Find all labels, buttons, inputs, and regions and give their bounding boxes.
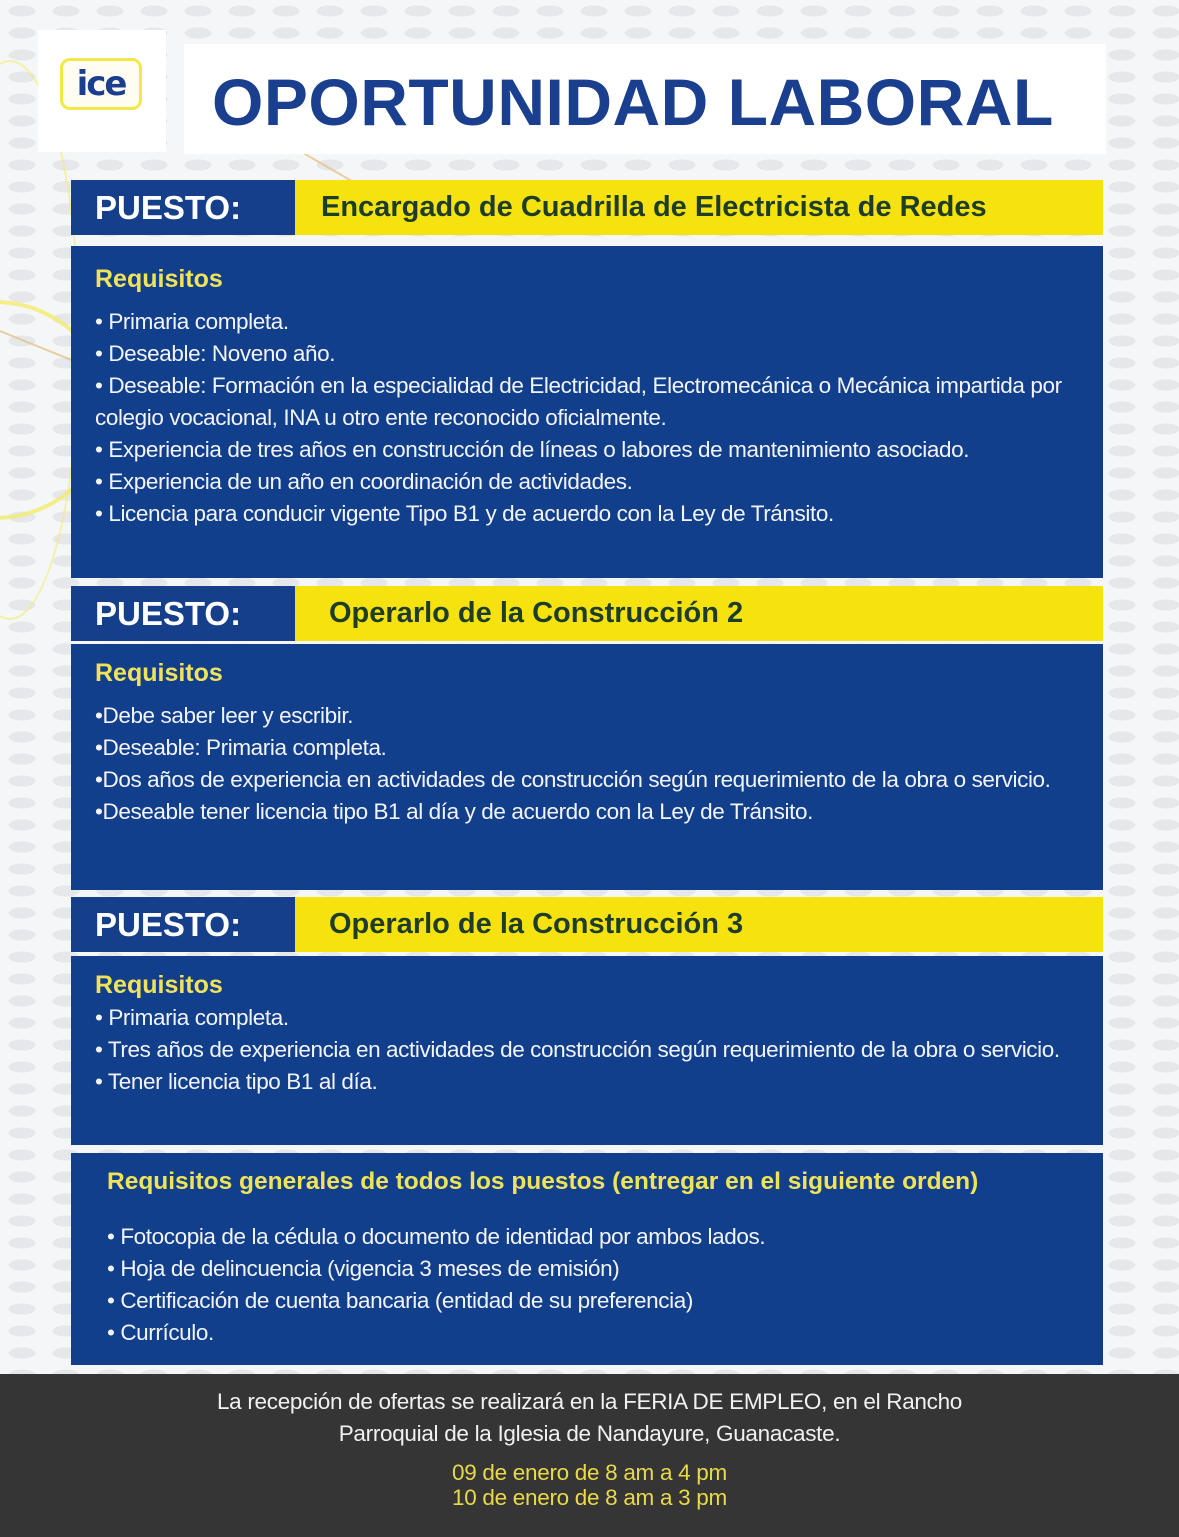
location-text bbox=[0, 1386, 1179, 1450]
position-requirements-2 bbox=[71, 644, 1103, 890]
requirement-item: • Primaria completa. bbox=[95, 309, 289, 334]
requirements-list bbox=[95, 700, 1089, 828]
requirement-item: •Deseable tener licencia tipo B1 al día y de acuerdo con la Ley de Tránsito. bbox=[95, 799, 813, 824]
event-dates bbox=[0, 1460, 1179, 1510]
requirement-item: •Dos años de experiencia en actividades de construcción según requerimiento de la obra o servicio. bbox=[95, 767, 1051, 792]
requirement-item: •Deseable: Primaria completa. bbox=[95, 735, 387, 760]
requirement-item: • Experiencia de tres años en construcción de líneas o labores de mantenimiento asociado. bbox=[95, 437, 970, 462]
requirements-heading: Requisitos bbox=[95, 265, 223, 293]
requirement-item: • Licencia para conducir vigente Tipo B1 y de acuerdo con la Ley de Tránsito. bbox=[95, 501, 834, 526]
requirements-heading: Requisitos bbox=[95, 971, 223, 999]
position-header-3 bbox=[71, 897, 1103, 952]
general-requirements-list bbox=[107, 1221, 1089, 1349]
position-header-2 bbox=[71, 586, 1103, 641]
position-requirements-1 bbox=[71, 246, 1103, 578]
position-header-1 bbox=[71, 180, 1103, 235]
page-title: OPORTUNIDAD LABORAL bbox=[212, 65, 1054, 139]
position-requirements-3 bbox=[71, 956, 1103, 1145]
position-label: PUESTO: bbox=[71, 897, 295, 952]
general-requirement-item: • Currículo. bbox=[107, 1320, 214, 1345]
requirements-list bbox=[95, 306, 1089, 530]
position-label: PUESTO: bbox=[71, 180, 295, 235]
requirement-item: • Primaria completa. bbox=[95, 1005, 289, 1030]
requirements-list bbox=[95, 1002, 1089, 1098]
ice-logo: ice bbox=[60, 58, 142, 110]
requirement-item: • Deseable: Noveno año. bbox=[95, 341, 336, 366]
event-date: 10 de enero de 8 am a 3 pm bbox=[452, 1485, 727, 1510]
requirement-item: • Experiencia de un año en coordinación de actividades. bbox=[95, 469, 633, 494]
position-title: Encargado de Cuadrilla de Electricista de Redes bbox=[295, 180, 1103, 235]
general-requirements-heading: Requisitos generales de todos los puestos (entregar en el siguiente orden) bbox=[107, 1168, 979, 1195]
event-date: 09 de enero de 8 am a 4 pm bbox=[452, 1460, 727, 1485]
footer bbox=[0, 1374, 1179, 1537]
position-title: Operarlo de la Construcción 3 bbox=[295, 897, 1103, 952]
location-line-2: Parroquial de la Iglesia de Nandayure, Guanacaste. bbox=[338, 1421, 841, 1446]
requirement-item: • Deseable: Formación en la especialidad de Electricidad, Electromecánica o Mecánica impartida por colegio vocacional, INA u otro ente reconocido oficialmente. bbox=[95, 373, 1062, 430]
general-requirements bbox=[71, 1153, 1103, 1365]
position-label: PUESTO: bbox=[71, 586, 295, 641]
general-requirement-item: • Fotocopia de la cédula o documento de identidad por ambos lados. bbox=[107, 1224, 766, 1249]
requirement-item: • Tres años de experiencia en actividades de construcción según requerimiento de la obra o servicio. bbox=[95, 1037, 1060, 1062]
requirement-item: •Debe saber leer y escribir. bbox=[95, 703, 354, 728]
location-line-1: La recepción de ofertas se realizará en la FERIA DE EMPLEO, en el Rancho bbox=[216, 1389, 963, 1414]
requirements-heading: Requisitos bbox=[95, 659, 223, 687]
general-requirement-item: • Hoja de delincuencia (vigencia 3 meses de emisión) bbox=[107, 1256, 620, 1281]
position-title: Operarlo de la Construcción 2 bbox=[295, 586, 1103, 641]
general-requirement-item: • Certificación de cuenta bancaria (entidad de su preferencia) bbox=[107, 1288, 693, 1313]
requirement-item: • Tener licencia tipo B1 al día. bbox=[95, 1069, 378, 1094]
